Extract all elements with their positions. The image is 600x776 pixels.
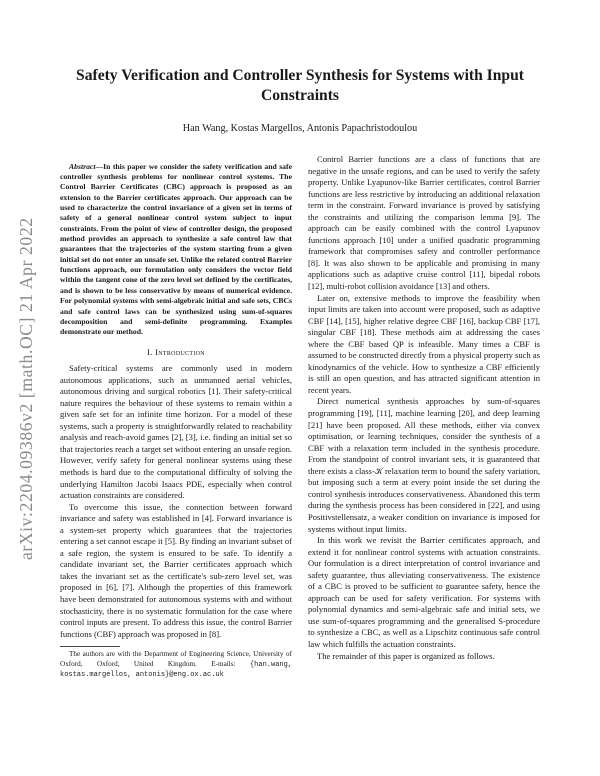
right-column — [308, 154, 540, 662]
abstract-separator: — — [95, 161, 104, 171]
intro-paragraph-7: The remainder of this paper is organized as follows. — [317, 650, 495, 661]
abstract-label: Abstract — [69, 161, 96, 171]
footnote-emails: {han.wang, kostas.margellos, antonis}@eng.ox.ac.uk — [60, 660, 292, 680]
arxiv-identifier-stamp: arXiv:2204.09386v2 [math.OC] 21 Apr 2022 — [16, 217, 36, 560]
author-affiliation-footnote — [60, 650, 292, 681]
abstract-text: In this paper we consider the safety verification and safe controller synthesis problems for nonlinear control systems. The Control Barrier Certificates (CBC) approach is proposed as an extension to the Barrier certificates approach. Our approach can be used to characterize the control invariance of a given set in terms of safety of a general nonlinear control system subject to input constraints. From the point of view of controller design, the proposed method provides an approach to synthesize a safe control law that guarantees that the trajectories of the system starting from a given initial set do not enter an unsafe set. Unlike the related control Barrier functions approach, our formulation only considers the vector field within the tangent cone of the zero level set defined by the certificates, and is shown to be less conservative by means of numerical evidence. For polynomial systems with semi-algebraic initial and safe sets, CBCs and safe control laws can be synthesized using sum-of-squares decomposition and semi-definite programming. Examples demonstrate our method. — [60, 161, 292, 337]
author-list: Han Wang, Kostas Margellos, Antonis Papachristodoulou — [182, 123, 418, 134]
intro-paragraph-3: Control Barrier functions are a class of functions that are negative in the unsafe regions, and can be used to verify the safety property. Unlike Lyapunov-like Barrier certificates, control Barrier functions are less restrictive by introducing an additional relaxation term in the constraint. Forward invariance is proved by satisfying the constraints and utilizing the comparison lemma [9]. The approach can be easily combined with the control Lyapunov functions approach [10] under a unified quadratic programming framework that compromises safety and controller performance [8]. It was also shown to be applicable and promising in many applications such as adaptive cruise control [11], bipedal robots [12], multi-robot collision avoidance [13] and others. — [308, 154, 540, 292]
intro-paragraph-2: To overcome this issue, the connection between forward invariance and safety was established in [4]. Forward invariance is a system-set property which guarantees that the trajectories entering a set cannot escape it [5]. By finding an invariant subset of a safe region, the system is ensured to be safe. To identify a candidate invariant set, the Barrier certificates approach which takes the invariant set as the certificate's sub-zero level set, was proposed in [6], [7]. Although the properties of this framework have been demonstrated for autonomous systems with and without stochasticity, there is no systematic formulation for the case where control inputs are present. To address this issue, the control Barrier functions (CBF) approach was proposed in [8]. — [60, 501, 292, 639]
intro-paragraph-4: Later on, extensive methods to improve the feasibility when input limits are taken into account were proposed, such as adaptive CBF [14], [15], higher relative degree CBF [16], backup CBF [17], singular CBF [18]. These methods aim at addressing the cases where the CBF based QP is infeasible. Many times a CBF is assumed to be constructed directly from a physical property such as kinodynamics of the vehicle. How to synthesize a CBF efficiently is still an open question, and has attracted significant attention in recent years. — [308, 292, 540, 395]
intro-paragraph-6: In this work we revisit the Barrier certificates approach, and extend it for nonlinear control systems with actuation constraints. Our formulation is a direct interpretation of control invariance and safety guarantee, thus alleviating conservativeness. The existence of a CBC is proved to be sufficient to guarantee safety, hence the approach can be used for safety verification. For systems with polynomial dynamics and semi-algebraic safe and initial sets, we use sum-of-squares programming and the generalised S-procedure to synthesize a CBC, as well as a Lipschitz continuous safe control law which fulfills the actuation constraints. — [308, 535, 540, 649]
intro-paragraph-1: Safety-critical systems are commonly used in modern autonomous applications, such as unmanned aerial vehicles, autonomous driving and surgical robotics [1]. Their safety-critical nature requires the behaviour of these systems to remain within a given safe set for an infinite time horizon. For a model of these systems, such a property is straightforwardly related to reachability analysis and reach-avoid games [2], [3], i.e. finding an initial set so that trajectories reach a target set without entering an unsafe region. However, verify safety for general nonlinear systems using these methods is hard due to the computational difficulty of solving the underlying Hamilton Jacobi Isaacs PDE, especially when control actuation constraints are considered. — [60, 363, 292, 501]
paper-title: Safety Verification and Controller Synthesis for Systems with Input Constraints — [76, 67, 524, 104]
left-column — [60, 154, 292, 681]
section-heading-introduction: I. Introduction — [147, 346, 205, 357]
footnote-text: The authors are with the Department of Engineering Science, University of Oxford, Oxford, United Kingdom. E-mails: — [60, 650, 292, 668]
intro-paragraph-5: Direct numerical synthesis approaches by sum-of-squares programming [19], [11], machine learning [20], and deep learning [21] have been proposed. All these methods, either via convex optimisation, or learning techniques, consider the synthesis of a CBF with a relaxation term included in the synthesis procedure. From the standpoint of control invariant sets, it is guaranteed that there exists a class-𝒦 relaxation term to bound the safety variation, but imposing such a term at every point inside the set during the control synthesis introduces conservativeness. Abandoned this term during the synthesis process has been considered in [22], and using Positivstellensatz, a weaker condition on invariance is imposed for systems without input limits. — [308, 396, 540, 534]
footnote-divider — [60, 646, 120, 647]
abstract — [60, 162, 292, 338]
